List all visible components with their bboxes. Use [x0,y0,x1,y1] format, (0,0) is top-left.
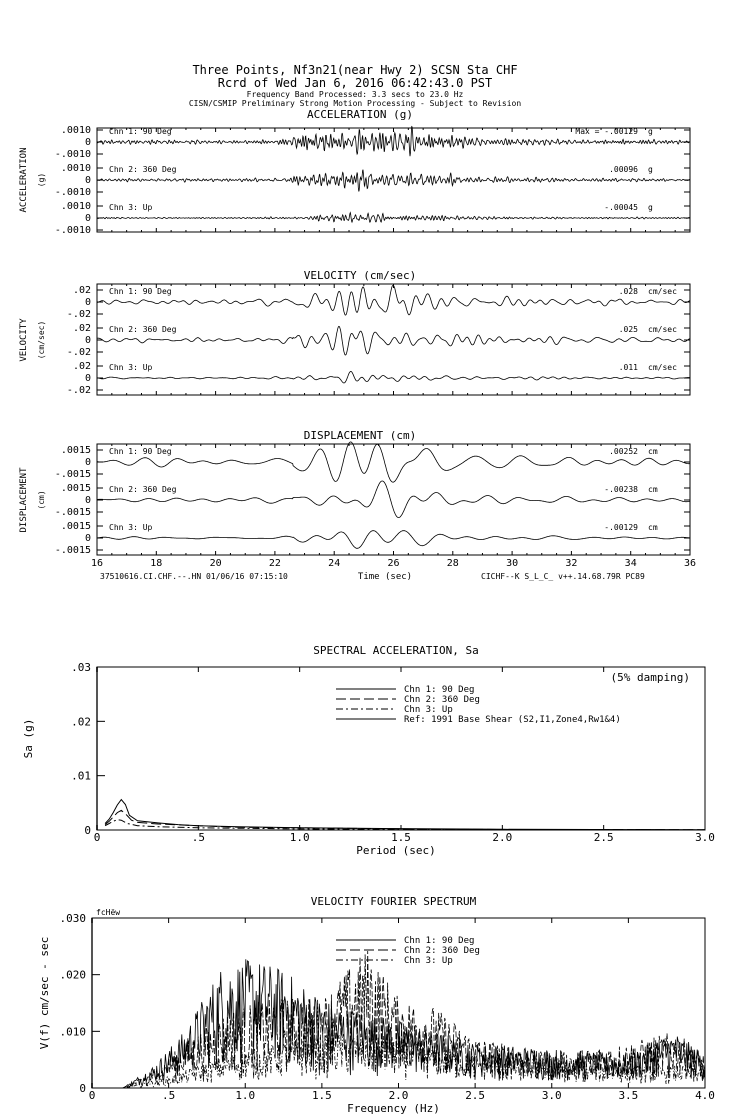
footer-left: 37510616.CI.CHF.--.HN 01/06/16 07:15:10 [100,572,288,581]
y-tick-label: -.0015 [54,469,91,480]
x-tick-label: 30 [506,558,519,569]
waveform-trace [97,213,690,223]
waveform-trace [97,481,690,518]
channel-label: Chn 1: 90 Deg [109,127,172,136]
x-tick-label: 20 [209,558,222,569]
fourier-curve [100,959,705,1088]
channel-max: .00096 [609,165,638,174]
legend-entry: Chn 3: Up [404,705,453,715]
channel-unit: cm [648,485,658,494]
x-tick-label: 18 [150,558,163,569]
y-tick-label: -.0010 [54,225,91,236]
y-tick-label: -.0015 [54,507,91,518]
y-tick-label: .0015 [60,445,91,456]
x-tick-label: 1.0 [235,1089,256,1102]
y-axis-label: Sa (g) [22,718,35,759]
panel-velocity [19,269,690,396]
x-axis-label: Frequency (Hz) [347,1102,440,1115]
waveform-trace [97,326,690,355]
x-tick-label: 0 [93,831,101,844]
chart-title: SPECTRAL ACCELERATION, Sa [313,644,479,657]
channel-label: Chn 3: Up [109,203,153,212]
y-tick-label: -.02 [66,347,91,358]
legend-entry: Ref: 1991 Base Shear (S2,I1,Zone4,Rw1&4) [404,715,621,725]
channel-max: .028 [618,287,638,296]
spectral-curve [105,810,705,829]
x-tick-label: 32 [565,558,578,569]
x-axis-label: Period (sec) [356,844,436,857]
y-tick-label: .020 [59,968,86,982]
channel-max: -.00238 [604,485,638,494]
fourier-spectrum-chart [38,895,715,1115]
x-tick-label: 2.0 [388,1089,409,1102]
y-tick-label: -.0010 [54,149,91,160]
y-tick-label: 0 [84,457,91,468]
y-axis-label: DISPLACEMENT [19,467,29,533]
y-tick-label: .02 [72,285,91,296]
x-tick-label: 2.0 [492,831,513,844]
plot-frame [97,667,705,830]
legend-entry: Chn 2: 360 Deg [404,946,480,956]
channel-unit: cm [648,523,658,532]
damping-annotation: (5% damping) [610,671,690,684]
waveform-trace [97,531,690,549]
y-tick-label: .02 [71,715,91,729]
panel-acceleration [19,108,690,236]
y-tick-label: .03 [71,661,91,674]
y-tick-label: .0010 [60,125,91,136]
spectral-acceleration-chart [22,644,715,857]
x-tick-label: 2.5 [465,1089,486,1102]
y-tick-label: .0010 [60,163,91,174]
channel-label: Chn 2: 360 Deg [109,165,177,174]
y-tick-label: .0010 [60,201,91,212]
y-tick-label: 0 [84,373,91,384]
y-tick-label: -.02 [66,385,91,396]
x-tick-label: 22 [268,558,281,569]
waveform-trace [97,285,690,315]
y-tick-label: 0 [84,824,91,837]
y-axis-unit: (g) [37,172,46,188]
y-tick-label: -.02 [66,309,91,320]
y-tick-label: 0 [84,335,91,346]
x-tick-label: .5 [162,1089,176,1102]
y-tick-label: -.0010 [54,187,91,198]
channel-unit: g [648,127,653,136]
channel-unit: g [648,165,653,174]
x-tick-label: 26 [387,558,400,569]
x-tick-label: 34 [624,558,637,569]
panel-title: ACCELERATION (g) [307,108,413,121]
panel-displacement [19,429,696,582]
x-tick-label: 1.5 [391,831,411,844]
corner-label: fcHëw [96,908,121,917]
channel-max: Max = -.00129 [575,127,638,136]
y-axis-unit: (cm) [37,490,46,510]
x-tick-label: 0 [88,1089,96,1102]
x-tick-label: 1.5 [311,1089,332,1102]
channel-unit: cm/sec [648,363,677,372]
channel-label: Chn 1: 90 Deg [109,287,172,296]
legend-entry: Chn 3: Up [404,956,453,966]
header-line3: Frequency Band Processed: 3.3 secs to 23.0 Hz [246,90,464,99]
channel-max: -.00045 [604,203,638,212]
channel-unit: cm [648,447,658,456]
y-tick-label: -.0015 [54,545,91,556]
x-tick-label: 28 [446,558,459,569]
channel-max: .025 [618,325,638,334]
y-tick-label: 0 [84,137,91,148]
waveform-trace [97,170,690,192]
header-line1: Three Points, Nf3n21(near Hwy 2) SCSN Sta CHF [192,63,518,77]
y-tick-label: 0 [84,533,91,544]
y-tick-label: .01 [71,769,91,783]
y-tick-label: .010 [59,1025,86,1039]
x-axis-label: Time (sec) [357,572,413,582]
y-tick-label: .0015 [60,521,91,532]
channel-label: Chn 1: 90 Deg [109,447,172,456]
x-tick-label: 1.0 [289,831,310,844]
x-tick-label: 3.5 [618,1089,639,1102]
y-tick-label: 0 [84,297,91,308]
y-tick-label: .02 [72,361,91,372]
channel-unit: g [648,203,653,212]
channel-label: Chn 2: 360 Deg [109,485,177,494]
panel-title: VELOCITY (cm/sec) [303,269,417,282]
channel-max: .00252 [609,447,638,456]
channel-max: .011 [618,363,638,372]
seismogram-panels [19,108,696,582]
y-tick-label: 0 [84,175,91,186]
y-tick-label: .0015 [60,483,91,494]
x-tick-label: .5 [191,831,205,844]
y-axis-label: VELOCITY [19,318,29,362]
channel-label: Chn 3: Up [109,363,153,372]
header-line4: CISN/CSMIP Preliminary Strong Motion Processing - Subject to Revision [188,99,522,108]
channel-unit: cm/sec [648,287,677,296]
y-axis-label: ACCELERATION [19,147,29,213]
channel-max: -.00129 [604,523,638,532]
legend-entry: Chn 1: 90 Deg [404,685,475,695]
y-axis-unit: (cm/sec) [37,320,46,360]
fourier-curve [100,951,705,1088]
y-axis-label: V(f) cm/sec - sec [38,936,51,1050]
x-tick-label: 4.0 [695,1089,715,1102]
x-tick-label: 3.0 [695,831,715,844]
x-tick-label: 2.5 [593,831,614,844]
footer-right: CICHF--K S_L_C_ v++.14.68.79R PC89 [481,572,645,581]
channel-label: Chn 2: 360 Deg [109,325,177,334]
y-tick-label: .030 [59,912,86,925]
legend-entry: Chn 1: 90 Deg [404,936,475,946]
y-tick-label: 0 [84,495,91,506]
header-line2: Rcrd of Wed Jan 6, 2016 06:42:43.0 PST [217,76,493,90]
channel-unit: cm/sec [648,325,677,334]
y-tick-label: 0 [84,213,91,224]
legend-entry: Chn 2: 360 Deg [404,695,480,705]
panel-title: DISPLACEMENT (cm) [303,429,417,442]
channel-label: Chn 3: Up [109,523,153,532]
x-tick-label: 24 [328,558,341,569]
y-tick-label: .02 [72,323,91,334]
waveform-trace [97,371,690,383]
y-tick-label: 0 [79,1082,86,1095]
x-tick-label: 16 [90,558,104,569]
x-tick-label: 36 [683,558,697,569]
chart-title: VELOCITY FOURIER SPECTRUM [310,895,477,908]
x-tick-label: 3.0 [541,1089,562,1102]
